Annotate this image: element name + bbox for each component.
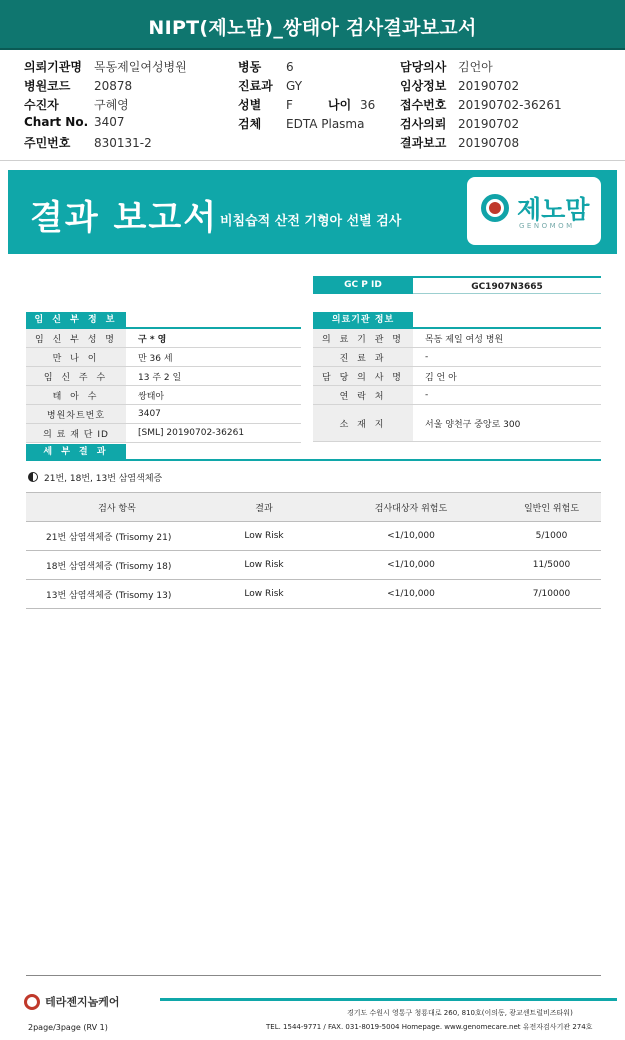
info-value: 3407 (126, 405, 301, 424)
footer-contact: TEL. 1544-9771 / FAX. 031-8019-5004 Homepage. www.genomecare.net 유전자검사기관 274호 (266, 1023, 593, 1031)
info-value: 만 36 세 (126, 348, 301, 367)
info-value: 목동 제일 여성 병원 (413, 329, 601, 348)
header-value: 20190708 (458, 136, 520, 150)
info-label: 임 신 부 성 명 (26, 329, 126, 348)
table-cell: <1/10,000 (320, 551, 502, 580)
header-key: 결과보고 (400, 136, 447, 150)
info-value: - (413, 348, 601, 367)
info-value: 쌍태아 (126, 386, 301, 405)
header-value: GY (286, 79, 303, 93)
header-col1 (24, 58, 187, 153)
report-title: NIPT(제노맘)_쌍태아 검사결과보고서 (148, 17, 477, 39)
header-value: EDTA Plasma (286, 117, 365, 131)
header-value: 20190702 (458, 117, 520, 131)
header-value: 830131-2 (94, 136, 152, 150)
header-value: 김언아 (458, 60, 493, 74)
report-banner (8, 170, 617, 254)
institution-info-tag: 의료기관 정보 (313, 312, 413, 328)
logo-name: 제노맘 (517, 195, 590, 224)
header-key: 진료과 (238, 79, 273, 93)
info-label: 의 료 재 단 ID (26, 424, 126, 443)
info-label: 진 료 과 (313, 348, 413, 367)
header-key: 수진자 (24, 98, 59, 112)
footer-logo (24, 991, 119, 1010)
header-value: 20190702-36261 (458, 98, 562, 112)
column-header: 결과 (208, 493, 320, 522)
banner-subtitle: 비침습적 산전 기형아 선별 검사 (220, 214, 402, 229)
header-divider (0, 160, 625, 161)
table-cell: Low Risk (208, 551, 320, 580)
info-label: 담 당 의 사 명 (313, 367, 413, 386)
info-row (26, 405, 301, 424)
info-label: 태 아 수 (26, 386, 126, 405)
header-key: Chart No. (24, 115, 89, 129)
header-key: 임상정보 (400, 79, 447, 93)
gcp-id-label: GC P ID (313, 276, 413, 294)
company-logo-icon (24, 994, 40, 1010)
table-cell: Low Risk (208, 522, 320, 551)
detail-result-tag: 세 부 결 과 (26, 444, 126, 460)
header-key: 병동 (238, 60, 262, 74)
table-cell: <1/10,000 (320, 580, 502, 609)
table-row (26, 551, 601, 580)
info-row (313, 386, 601, 405)
info-value: - (413, 386, 601, 405)
header-value: 20190702 (458, 79, 520, 93)
header-key: 의뢰기관명 (24, 60, 82, 74)
table-row (26, 580, 601, 609)
info-row (26, 348, 301, 367)
detail-heading (28, 471, 162, 484)
info-row (313, 329, 601, 348)
info-row (26, 367, 301, 386)
pregnancy-info-tag: 임 신 부 정 보 (26, 312, 126, 328)
age-key: 나이 (328, 98, 352, 112)
header-key: 병원코드 (24, 79, 71, 93)
table-row (26, 522, 601, 551)
info-label: 소 재 지 (313, 405, 413, 442)
table-cell: 11/5000 (502, 551, 601, 580)
half-circle-icon (28, 472, 38, 482)
detail-result-table (26, 492, 601, 609)
logo-dot (489, 202, 501, 214)
institution-info-table (313, 329, 601, 442)
table-cell: 21번 삼염색체증 (Trisomy 21) (26, 522, 208, 551)
info-label: 의 료 기 관 명 (313, 329, 413, 348)
info-value: 13 주 2 일 (126, 367, 301, 386)
header-key: 접수번호 (400, 98, 447, 112)
detail-result-line (26, 459, 601, 461)
genomom-logo (467, 177, 601, 245)
table-cell: 7/10000 (502, 580, 601, 609)
info-value: 구 * 영 (126, 329, 301, 348)
info-label: 병원차트번호 (26, 405, 126, 424)
gcp-id-value: GC1907N3665 (413, 276, 601, 294)
header-key: 담당의사 (400, 60, 447, 74)
info-row (26, 329, 301, 348)
info-value: 서울 양천구 중앙로 300 (413, 405, 601, 442)
table-cell: 13번 삼염색체증 (Trisomy 13) (26, 580, 208, 609)
column-header: 일반인 위험도 (502, 493, 601, 522)
banner-title: 결과 보고서 (30, 198, 219, 238)
header-col2 (238, 58, 375, 134)
column-header: 검사대상자 위험도 (320, 493, 502, 522)
page-number: 2page/3page (RV 1) (28, 1023, 108, 1032)
pregnancy-info-table (26, 329, 301, 443)
info-label: 연 락 처 (313, 386, 413, 405)
header-col3 (400, 58, 562, 153)
table-cell: Low Risk (208, 580, 320, 609)
logo-english: GENOMOM (519, 222, 575, 230)
footer-accent-bar (160, 998, 617, 1001)
info-row (313, 405, 601, 442)
info-label: 만 나 이 (26, 348, 126, 367)
table-cell: 18번 삼염색체증 (Trisomy 18) (26, 551, 208, 580)
footer-address: 경기도 수원시 영통구 청룡대로 260, 810호(이의동, 광교센트럴비즈타워) (347, 1009, 573, 1017)
info-value: 김 언 아 (413, 367, 601, 386)
header-key: 주민번호 (24, 136, 71, 150)
header-value: F (286, 98, 293, 112)
info-value: [SML] 20190702-36261 (126, 424, 301, 443)
detail-heading-text: 21번, 18번, 13번 삼염색체증 (44, 474, 163, 484)
info-row (313, 367, 601, 386)
info-row (313, 348, 601, 367)
info-row (26, 424, 301, 443)
column-header: 검사 항목 (26, 493, 208, 522)
header-value: 6 (286, 60, 294, 74)
info-row (26, 386, 301, 405)
header-key: 성별 (238, 98, 262, 112)
info-label: 임 신 주 수 (26, 367, 126, 386)
company-name: 테라젠지놈케어 (45, 995, 120, 1009)
header-value: 목동제일여성병원 (94, 60, 187, 74)
header-key: 검사의뢰 (400, 117, 447, 131)
table-cell: <1/10,000 (320, 522, 502, 551)
table-header-row (26, 493, 601, 522)
header-value: 20878 (94, 79, 133, 93)
table-cell: 5/1000 (502, 522, 601, 551)
footer-divider (26, 975, 601, 976)
header-key: 검체 (238, 117, 262, 131)
age-value: 36 (360, 98, 376, 112)
header-value: 구혜영 (94, 98, 129, 112)
header-value: 3407 (94, 115, 125, 129)
title-bar (0, 0, 625, 50)
